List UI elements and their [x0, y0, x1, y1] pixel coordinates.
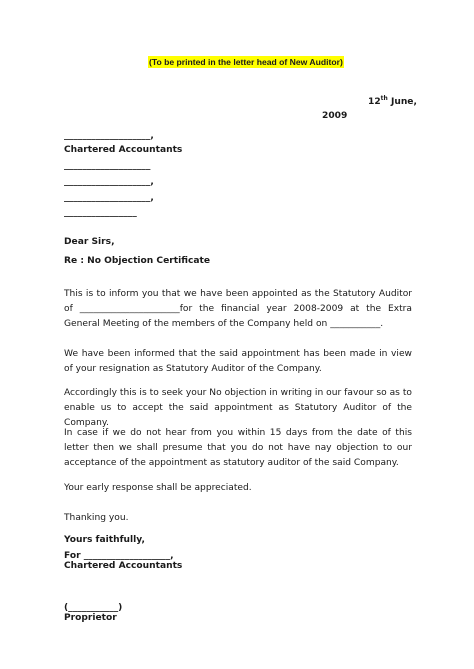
address-line-1: ___________________,	[64, 131, 154, 141]
proprietor-label: Proprietor	[64, 613, 117, 623]
date-day: 12	[368, 97, 381, 107]
closing-firm-name: Chartered Accountants	[64, 561, 183, 571]
for-firm-line: For ___________________,	[64, 551, 174, 561]
date-day-month	[368, 97, 417, 108]
body-paragraph-2: We have been informed that the said appointment has been made in view of your resignation as Statutory Auditor of the Company.	[64, 349, 412, 374]
date-day-suffix: th	[380, 95, 388, 102]
subject-line: Re : No Objection Certificate	[64, 256, 211, 266]
address-line-4: ___________________,	[64, 177, 154, 187]
meeting-date-blank: ___________.	[330, 319, 384, 329]
date-year: 2009	[322, 111, 348, 121]
body-paragraph-1	[64, 287, 412, 332]
address-line-5: ___________________,	[64, 193, 154, 203]
date-month: June,	[390, 97, 417, 107]
address-line-6: ________________	[64, 208, 137, 218]
body-paragraph-4: In case if we do not hear from you within 15 days from the date of this letter then we shall presume that you do not have nay objection to our acceptance of the appointment as statutory auditor of the said Company.	[64, 428, 412, 468]
thanking-line: Thanking you.	[64, 513, 129, 523]
address-line-3: ___________________	[64, 161, 151, 171]
address-firm-name: Chartered Accountants	[64, 145, 183, 155]
yours-faithfully: Yours faithfully,	[64, 535, 145, 545]
signature-blank: (___________)	[64, 603, 123, 613]
body-paragraph-3: Accordingly this is to seek your No objection in writing in our favour so as to enable us to accept the said appointment as Statutory Auditor of the Company.	[64, 388, 412, 428]
salutation: Dear Sirs,	[64, 237, 115, 247]
letterhead-note: (To be printed in the letter head of New Auditor)	[149, 57, 343, 67]
body-paragraph-5: Your early response shall be appreciated.	[64, 483, 252, 493]
body-paragraph-1-text: This is to inform you that we have been appointed as the Statutory Auditor of ______________________for the financial year 2008-2009 at the Extra General Meeting of the members of the Company held on	[64, 289, 412, 329]
